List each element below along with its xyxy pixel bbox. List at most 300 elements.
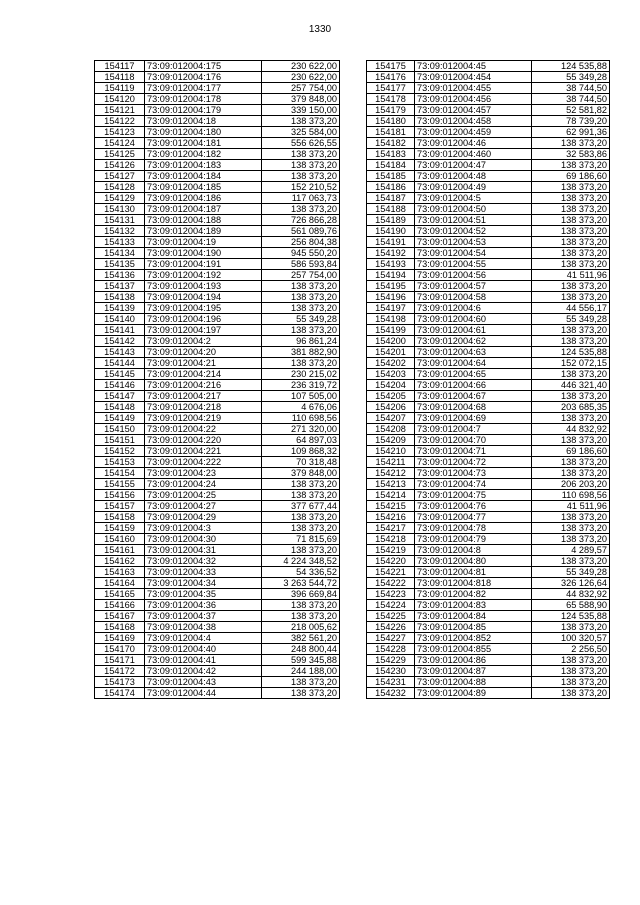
record-number-cell: 154217 — [367, 523, 415, 534]
record-number-cell: 154209 — [367, 435, 415, 446]
record-number-cell: 154208 — [367, 424, 415, 435]
record-number-cell: 154207 — [367, 413, 415, 424]
cadastral-value-cell: 138 373,20 — [262, 688, 340, 699]
cadastral-value-cell: 138 373,20 — [262, 523, 340, 534]
cadastral-value-cell: 326 126,64 — [532, 578, 610, 589]
record-number-cell: 154199 — [367, 325, 415, 336]
cadastral-value-cell: 54 336,52 — [262, 567, 340, 578]
table-row — [367, 435, 610, 446]
table-row — [95, 281, 340, 292]
table-row — [95, 391, 340, 402]
record-number-cell: 154177 — [367, 83, 415, 94]
cadastral-value-cell: 138 373,20 — [262, 677, 340, 688]
cadastral-number-cell: 73:09:012004:181 — [145, 138, 262, 149]
table-row — [367, 281, 610, 292]
table-row — [367, 303, 610, 314]
cadastral-value-cell: 138 373,20 — [262, 292, 340, 303]
cadastral-number-cell: 73:09:012004:68 — [415, 402, 532, 413]
cadastral-number-cell: 73:09:012004:183 — [145, 160, 262, 171]
cadastral-number-cell: 73:09:012004:79 — [415, 534, 532, 545]
cadastral-number-cell: 73:09:012004:38 — [145, 622, 262, 633]
table-row — [95, 380, 340, 391]
cadastral-value-cell: 109 868,32 — [262, 446, 340, 457]
cadastral-value-cell: 100 320,57 — [532, 633, 610, 644]
record-number-cell: 154162 — [95, 556, 145, 567]
cadastral-value-cell: 138 373,20 — [532, 336, 610, 347]
record-number-cell: 154125 — [95, 149, 145, 160]
cadastral-number-cell: 73:09:012004:186 — [145, 193, 262, 204]
record-number-cell: 154226 — [367, 622, 415, 633]
record-number-cell: 154165 — [95, 589, 145, 600]
record-number-cell: 154130 — [95, 204, 145, 215]
table-row — [95, 545, 340, 556]
cadastral-number-cell: 73:09:012004:459 — [415, 127, 532, 138]
table-row — [367, 193, 610, 204]
cadastral-number-cell: 73:09:012004:175 — [145, 61, 262, 72]
record-number-cell: 154164 — [95, 578, 145, 589]
record-number-cell: 154154 — [95, 468, 145, 479]
record-number-cell: 154224 — [367, 600, 415, 611]
cadastral-number-cell: 73:09:012004:62 — [415, 336, 532, 347]
cadastral-value-cell: 556 626,55 — [262, 138, 340, 149]
record-number-cell: 154161 — [95, 545, 145, 556]
record-number-cell: 154174 — [95, 688, 145, 699]
record-number-cell: 154117 — [95, 61, 145, 72]
cadastral-value-cell: 244 188,00 — [262, 666, 340, 677]
cadastral-value-cell: 3 263 544,72 — [262, 578, 340, 589]
cadastral-number-cell: 73:09:012004:42 — [145, 666, 262, 677]
table-row — [367, 446, 610, 457]
cadastral-value-cell: 325 584,00 — [262, 127, 340, 138]
record-number-cell: 154123 — [95, 127, 145, 138]
table-row — [95, 457, 340, 468]
cadastral-number-cell: 73:09:012004:7 — [415, 424, 532, 435]
record-number-cell: 154160 — [95, 534, 145, 545]
cadastral-number-cell: 73:09:012004:46 — [415, 138, 532, 149]
cadastral-number-cell: 73:09:012004:54 — [415, 248, 532, 259]
cadastral-value-cell: 96 861,24 — [262, 336, 340, 347]
record-number-cell: 154176 — [367, 72, 415, 83]
table-row — [95, 655, 340, 666]
table-row — [95, 622, 340, 633]
cadastral-number-cell: 73:09:012004:35 — [145, 589, 262, 600]
table-row — [95, 193, 340, 204]
cadastral-value-cell: 138 373,20 — [532, 523, 610, 534]
cadastral-number-cell: 73:09:012004:221 — [145, 446, 262, 457]
record-number-cell: 154168 — [95, 622, 145, 633]
record-number-cell: 154222 — [367, 578, 415, 589]
table-row — [367, 83, 610, 94]
cadastral-number-cell: 73:09:012004:86 — [415, 655, 532, 666]
cadastral-value-cell: 256 804,38 — [262, 237, 340, 248]
cadastral-number-cell: 73:09:012004:20 — [145, 347, 262, 358]
cadastral-value-cell: 41 511,96 — [532, 270, 610, 281]
table-row — [95, 259, 340, 270]
cadastral-number-cell: 73:09:012004:57 — [415, 281, 532, 292]
cadastral-number-cell: 73:09:012004:81 — [415, 567, 532, 578]
record-number-cell: 154202 — [367, 358, 415, 369]
table-row — [95, 644, 340, 655]
cadastral-number-cell: 73:09:012004:190 — [145, 248, 262, 259]
cadastral-value-cell: 377 677,44 — [262, 501, 340, 512]
table-row — [367, 512, 610, 523]
cadastral-value-cell: 271 320,00 — [262, 424, 340, 435]
cadastral-value-cell: 396 669,84 — [262, 589, 340, 600]
record-number-cell: 154134 — [95, 248, 145, 259]
record-number-cell: 154152 — [95, 446, 145, 457]
cadastral-value-cell: 446 321,40 — [532, 380, 610, 391]
cadastral-value-cell: 138 373,20 — [532, 468, 610, 479]
cadastral-value-cell: 138 373,20 — [532, 512, 610, 523]
record-number-cell: 154131 — [95, 215, 145, 226]
cadastral-value-cell: 138 373,20 — [262, 160, 340, 171]
record-number-cell: 154214 — [367, 490, 415, 501]
record-number-cell: 154133 — [95, 237, 145, 248]
table-row — [95, 127, 340, 138]
table-row — [367, 237, 610, 248]
cadastral-number-cell: 73:09:012004:73 — [415, 468, 532, 479]
record-number-cell: 154151 — [95, 435, 145, 446]
record-number-cell: 154183 — [367, 149, 415, 160]
cadastral-number-cell: 73:09:012004:184 — [145, 171, 262, 182]
table-row — [95, 369, 340, 380]
cadastral-number-cell: 73:09:012004:36 — [145, 600, 262, 611]
record-number-cell: 154186 — [367, 182, 415, 193]
table-row — [95, 160, 340, 171]
cadastral-number-cell: 73:09:012004:47 — [415, 160, 532, 171]
table-row — [95, 556, 340, 567]
cadastral-value-cell: 257 754,00 — [262, 83, 340, 94]
cadastral-value-cell: 65 588,90 — [532, 600, 610, 611]
cadastral-number-cell: 73:09:012004:23 — [145, 468, 262, 479]
cadastral-number-cell: 73:09:012004:222 — [145, 457, 262, 468]
cadastral-value-cell: 38 744,50 — [532, 83, 610, 94]
cadastral-value-cell: 124 535,88 — [532, 611, 610, 622]
cadastral-value-cell: 117 063,73 — [262, 193, 340, 204]
cadastral-value-cell: 138 373,20 — [532, 556, 610, 567]
table-row — [367, 138, 610, 149]
cadastral-number-cell: 73:09:012004:191 — [145, 259, 262, 270]
cadastral-value-cell: 124 535,88 — [532, 61, 610, 72]
right-table — [366, 60, 610, 699]
record-number-cell: 154147 — [95, 391, 145, 402]
cadastral-value-cell: 138 373,20 — [262, 512, 340, 523]
cadastral-number-cell: 73:09:012004:33 — [145, 567, 262, 578]
cadastral-value-cell: 218 005,62 — [262, 622, 340, 633]
cadastral-number-cell: 73:09:012004:192 — [145, 270, 262, 281]
record-number-cell: 154195 — [367, 281, 415, 292]
table-row — [95, 116, 340, 127]
table-row — [367, 72, 610, 83]
cadastral-value-cell: 138 373,20 — [532, 413, 610, 424]
table-row — [95, 479, 340, 490]
record-number-cell: 154231 — [367, 677, 415, 688]
record-number-cell: 154219 — [367, 545, 415, 556]
record-number-cell: 154187 — [367, 193, 415, 204]
record-number-cell: 154221 — [367, 567, 415, 578]
record-number-cell: 154203 — [367, 369, 415, 380]
cadastral-value-cell: 138 373,20 — [532, 655, 610, 666]
record-number-cell: 154194 — [367, 270, 415, 281]
cadastral-value-cell: 62 991,36 — [532, 127, 610, 138]
record-number-cell: 154200 — [367, 336, 415, 347]
table-row — [95, 578, 340, 589]
record-number-cell: 154132 — [95, 226, 145, 237]
record-number-cell: 154148 — [95, 402, 145, 413]
table-row — [367, 501, 610, 512]
table-row — [95, 226, 340, 237]
record-number-cell: 154139 — [95, 303, 145, 314]
cadastral-number-cell: 73:09:012004:37 — [145, 611, 262, 622]
cadastral-number-cell: 73:09:012004:852 — [415, 633, 532, 644]
record-number-cell: 154149 — [95, 413, 145, 424]
record-number-cell: 154153 — [95, 457, 145, 468]
cadastral-number-cell: 73:09:012004:182 — [145, 149, 262, 160]
table-row — [367, 655, 610, 666]
record-number-cell: 154180 — [367, 116, 415, 127]
record-number-cell: 154215 — [367, 501, 415, 512]
cadastral-number-cell: 73:09:012004:80 — [415, 556, 532, 567]
table-row — [95, 314, 340, 325]
cadastral-value-cell: 586 593,84 — [262, 259, 340, 270]
table-row — [95, 215, 340, 226]
table-row — [367, 94, 610, 105]
record-number-cell: 154121 — [95, 105, 145, 116]
table-row — [95, 589, 340, 600]
cadastral-value-cell: 124 535,88 — [532, 347, 610, 358]
table-row — [367, 468, 610, 479]
record-number-cell: 154171 — [95, 655, 145, 666]
cadastral-value-cell: 70 318,48 — [262, 457, 340, 468]
record-number-cell: 154193 — [367, 259, 415, 270]
cadastral-number-cell: 73:09:012004:21 — [145, 358, 262, 369]
table-row — [95, 523, 340, 534]
record-number-cell: 154223 — [367, 589, 415, 600]
record-number-cell: 154141 — [95, 325, 145, 336]
table-row — [95, 501, 340, 512]
cadastral-number-cell: 73:09:012004:216 — [145, 380, 262, 391]
cadastral-value-cell: 138 373,20 — [532, 204, 610, 215]
cadastral-value-cell: 110 698,56 — [532, 490, 610, 501]
cadastral-number-cell: 73:09:012004:87 — [415, 666, 532, 677]
table-row — [95, 171, 340, 182]
cadastral-value-cell: 138 373,20 — [262, 116, 340, 127]
record-number-cell: 154205 — [367, 391, 415, 402]
cadastral-number-cell: 73:09:012004:88 — [415, 677, 532, 688]
record-number-cell: 154204 — [367, 380, 415, 391]
table-row — [95, 138, 340, 149]
cadastral-number-cell: 73:09:012004:19 — [145, 237, 262, 248]
cadastral-value-cell: 55 349,28 — [532, 567, 610, 578]
table-row — [95, 237, 340, 248]
cadastral-number-cell: 73:09:012004:29 — [145, 512, 262, 523]
table-row — [367, 259, 610, 270]
cadastral-value-cell: 55 349,28 — [532, 72, 610, 83]
cadastral-value-cell: 138 373,20 — [262, 325, 340, 336]
cadastral-number-cell: 73:09:012004:52 — [415, 226, 532, 237]
cadastral-value-cell: 138 373,20 — [262, 149, 340, 160]
right-table-body — [367, 61, 610, 699]
cadastral-value-cell: 945 550,20 — [262, 248, 340, 259]
table-row — [367, 215, 610, 226]
record-number-cell: 154229 — [367, 655, 415, 666]
table-row — [367, 347, 610, 358]
record-number-cell: 154181 — [367, 127, 415, 138]
record-number-cell: 154216 — [367, 512, 415, 523]
cadastral-number-cell: 73:09:012004:4 — [145, 633, 262, 644]
table-row — [367, 391, 610, 402]
record-number-cell: 154156 — [95, 490, 145, 501]
table-row — [95, 182, 340, 193]
table-row — [367, 314, 610, 325]
record-number-cell: 154143 — [95, 347, 145, 358]
record-number-cell: 154227 — [367, 633, 415, 644]
table-row — [95, 611, 340, 622]
record-number-cell: 154128 — [95, 182, 145, 193]
cadastral-number-cell: 73:09:012004:74 — [415, 479, 532, 490]
cadastral-number-cell: 73:09:012004:179 — [145, 105, 262, 116]
cadastral-number-cell: 73:09:012004:22 — [145, 424, 262, 435]
cadastral-number-cell: 73:09:012004:44 — [145, 688, 262, 699]
table-row — [367, 160, 610, 171]
cadastral-number-cell: 73:09:012004:457 — [415, 105, 532, 116]
cadastral-number-cell: 73:09:012004:56 — [415, 270, 532, 281]
record-number-cell: 154142 — [95, 336, 145, 347]
table-row — [367, 556, 610, 567]
record-number-cell: 154166 — [95, 600, 145, 611]
cadastral-value-cell: 41 511,96 — [532, 501, 610, 512]
cadastral-number-cell: 73:09:012004:45 — [415, 61, 532, 72]
record-number-cell: 154173 — [95, 677, 145, 688]
table-row — [95, 204, 340, 215]
cadastral-number-cell: 73:09:012004:5 — [415, 193, 532, 204]
cadastral-number-cell: 73:09:012004:34 — [145, 578, 262, 589]
cadastral-value-cell: 138 373,20 — [532, 182, 610, 193]
cadastral-value-cell: 138 373,20 — [532, 215, 610, 226]
table-row — [95, 336, 340, 347]
record-number-cell: 154220 — [367, 556, 415, 567]
cadastral-value-cell: 138 373,20 — [532, 160, 610, 171]
table-row — [95, 248, 340, 259]
table-row — [367, 589, 610, 600]
cadastral-value-cell: 138 373,20 — [532, 457, 610, 468]
record-number-cell: 154119 — [95, 83, 145, 94]
table-row — [367, 534, 610, 545]
record-number-cell: 154146 — [95, 380, 145, 391]
record-number-cell: 154158 — [95, 512, 145, 523]
table-row — [95, 61, 340, 72]
cadastral-number-cell: 73:09:012004:196 — [145, 314, 262, 325]
record-number-cell: 154170 — [95, 644, 145, 655]
table-row — [95, 270, 340, 281]
cadastral-value-cell: 4 224 348,52 — [262, 556, 340, 567]
cadastral-value-cell: 138 373,20 — [532, 534, 610, 545]
cadastral-value-cell: 138 373,20 — [532, 138, 610, 149]
cadastral-number-cell: 73:09:012004:178 — [145, 94, 262, 105]
cadastral-number-cell: 73:09:012004:214 — [145, 369, 262, 380]
cadastral-number-cell: 73:09:012004:30 — [145, 534, 262, 545]
table-row — [367, 600, 610, 611]
record-number-cell: 154218 — [367, 534, 415, 545]
cadastral-number-cell: 73:09:012004:195 — [145, 303, 262, 314]
record-number-cell: 154150 — [95, 424, 145, 435]
cadastral-number-cell: 73:09:012004:53 — [415, 237, 532, 248]
table-row — [367, 523, 610, 534]
cadastral-value-cell: 339 150,00 — [262, 105, 340, 116]
cadastral-value-cell: 55 349,28 — [262, 314, 340, 325]
table-row — [367, 402, 610, 413]
cadastral-number-cell: 73:09:012004:2 — [145, 336, 262, 347]
cadastral-number-cell: 73:09:012004:65 — [415, 369, 532, 380]
cadastral-value-cell: 236 319,72 — [262, 380, 340, 391]
cadastral-number-cell: 73:09:012004:63 — [415, 347, 532, 358]
table-row — [95, 105, 340, 116]
table-row — [95, 347, 340, 358]
cadastral-number-cell: 73:09:012004:456 — [415, 94, 532, 105]
cadastral-number-cell: 73:09:012004:455 — [415, 83, 532, 94]
table-row — [367, 633, 610, 644]
table-row — [95, 435, 340, 446]
cadastral-number-cell: 73:09:012004:50 — [415, 204, 532, 215]
table-row — [367, 380, 610, 391]
cadastral-value-cell: 138 373,20 — [532, 622, 610, 633]
table-row — [367, 358, 610, 369]
cadastral-number-cell: 73:09:012004:58 — [415, 292, 532, 303]
table-row — [95, 446, 340, 457]
cadastral-value-cell: 206 203,20 — [532, 479, 610, 490]
cadastral-number-cell: 73:09:012004:458 — [415, 116, 532, 127]
cadastral-value-cell: 138 373,20 — [532, 248, 610, 259]
record-number-cell: 154210 — [367, 446, 415, 457]
cadastral-number-cell: 73:09:012004:78 — [415, 523, 532, 534]
cadastral-number-cell: 73:09:012004:72 — [415, 457, 532, 468]
table-row — [367, 479, 610, 490]
table-row — [367, 127, 610, 138]
record-number-cell: 154206 — [367, 402, 415, 413]
table-row — [95, 358, 340, 369]
record-number-cell: 154138 — [95, 292, 145, 303]
cadastral-value-cell: 138 373,20 — [532, 688, 610, 699]
cadastral-value-cell: 230 622,00 — [262, 61, 340, 72]
table-row — [367, 457, 610, 468]
cadastral-value-cell: 138 373,20 — [262, 204, 340, 215]
table-row — [367, 149, 610, 160]
table-row — [367, 611, 610, 622]
cadastral-number-cell: 73:09:012004:70 — [415, 435, 532, 446]
table-row — [95, 413, 340, 424]
cadastral-value-cell: 381 882,90 — [262, 347, 340, 358]
cadastral-value-cell: 379 848,00 — [262, 94, 340, 105]
record-number-cell: 154225 — [367, 611, 415, 622]
cadastral-value-cell: 138 373,20 — [532, 435, 610, 446]
table-row — [95, 468, 340, 479]
cadastral-number-cell: 73:09:012004:84 — [415, 611, 532, 622]
record-number-cell: 154163 — [95, 567, 145, 578]
cadastral-value-cell: 599 345,88 — [262, 655, 340, 666]
table-row — [95, 424, 340, 435]
cadastral-number-cell: 73:09:012004:77 — [415, 512, 532, 523]
cadastral-value-cell: 107 505,00 — [262, 391, 340, 402]
cadastral-number-cell: 73:09:012004:66 — [415, 380, 532, 391]
cadastral-number-cell: 73:09:012004:48 — [415, 171, 532, 182]
record-number-cell: 154190 — [367, 226, 415, 237]
left-table-body — [95, 61, 340, 699]
table-row — [95, 600, 340, 611]
table-row — [95, 534, 340, 545]
cadastral-value-cell: 138 373,20 — [532, 237, 610, 248]
cadastral-number-cell: 73:09:012004:24 — [145, 479, 262, 490]
table-row — [367, 567, 610, 578]
